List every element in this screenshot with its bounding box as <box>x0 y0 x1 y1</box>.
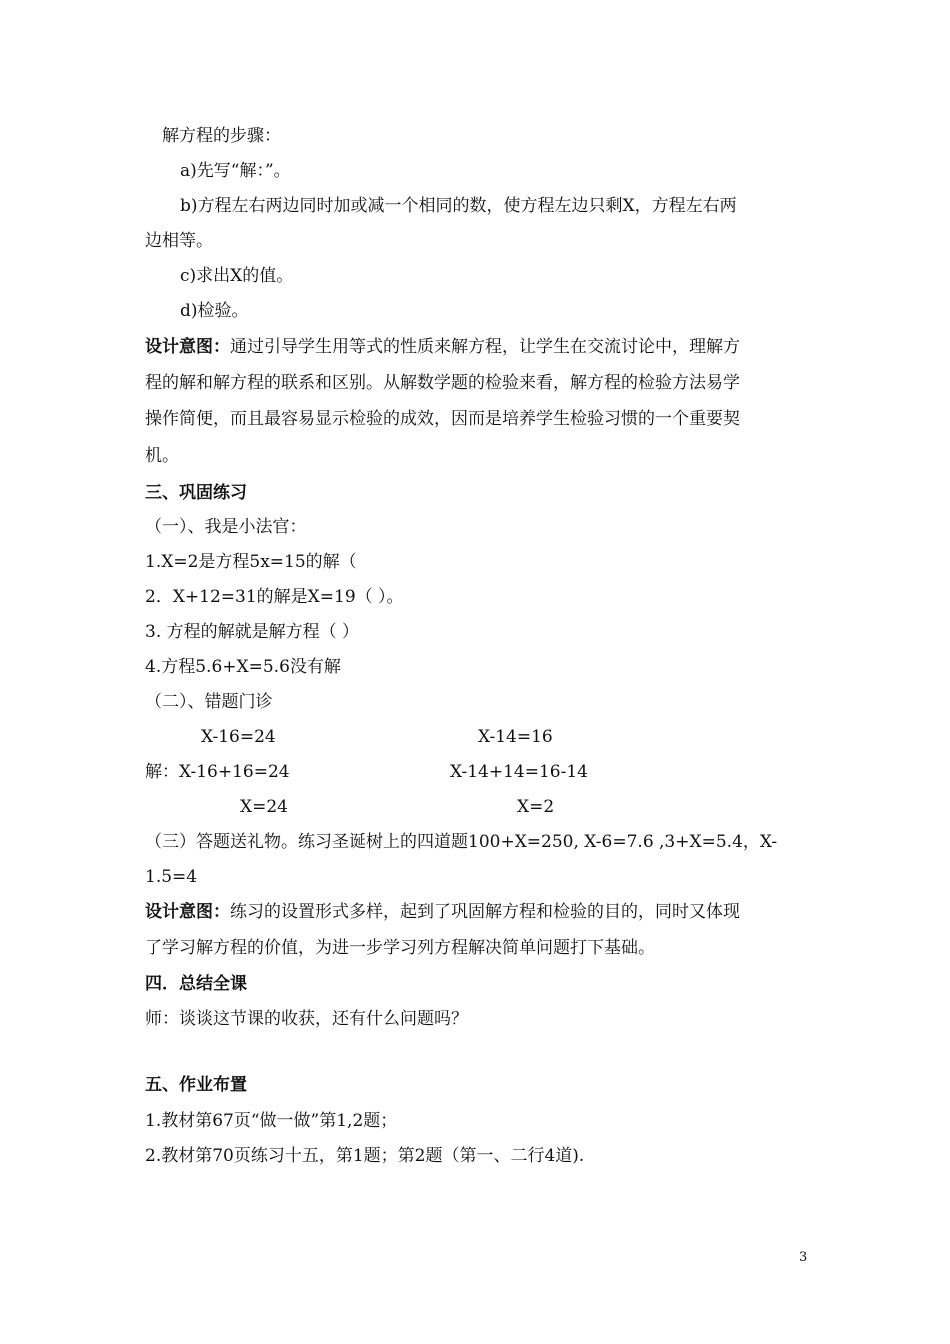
section4-text: 师：谈谈这节课的收获，还有什么问题吗？ <box>145 1009 468 1029</box>
left-equation: X-16=24 <box>201 727 276 747</box>
question-4: 4.方程5.6+X=5.6没有解 <box>145 657 341 677</box>
question-2: 2．X+12=31的解是X=19（ ）。 <box>145 587 404 607</box>
part2-title: （二）、错题门诊 <box>145 692 273 712</box>
question-1: 1.X=2是方程5x=15的解（ <box>145 552 357 572</box>
section5-heading: 五、作业布置 <box>145 1075 247 1095</box>
intent2-text1: 练习的设置形式多样，起到了巩固解方程和检验的目的，同时又体现 <box>230 902 740 922</box>
right-solution-step: X-14+14=16-14 <box>450 762 589 782</box>
intent2-label: 设计意图： <box>145 902 230 922</box>
step-b-line1: b)方程左右两边同时加或减一个相同的数，使方程左边只剩X，方程左右两 <box>180 196 737 216</box>
step-b-line2: 边相等。 <box>145 231 213 251</box>
part3-line1: （三）答题送礼物。练习圣诞树上的四道题100+X=250, X-6=7.6 ,3+X=5.4，X- <box>145 832 778 852</box>
intent1-line1 <box>145 336 740 358</box>
homework-2: 2.教材第70页练习十五，第1题；第2题（第一、二行4道). <box>145 1146 585 1166</box>
homework-1: 1.教材第67页“做一做”第1,2题； <box>145 1111 398 1131</box>
section4-heading: 四．总结全课 <box>145 974 247 994</box>
part1-title: （一）、我是小法官： <box>145 517 307 537</box>
part3-line2: 1.5=4 <box>145 867 198 887</box>
left-solution-step: 解：X-16+16=24 <box>145 762 290 782</box>
right-answer: X=2 <box>517 797 555 817</box>
intent2-line1 <box>145 901 740 923</box>
intent1-text1: 通过引导学生用等式的性质来解方程，让学生在交流讨论中，理解方 <box>230 337 740 357</box>
intent1-line3: 操作简便，而且最容易显示检验的成效，因而是培养学生检验习惯的一个重要契 <box>145 409 740 429</box>
right-equation: X-14=16 <box>478 727 553 747</box>
intent1-line4: 机。 <box>145 446 179 466</box>
step-a: a)先写“解：”。 <box>180 161 291 181</box>
intent1-label: 设计意图： <box>145 337 230 357</box>
intent1-line2: 程的解和解方程的联系和区别。从解数学题的检验来看，解方程的检验方法易学 <box>145 373 740 393</box>
step-d: d)检验。 <box>180 301 249 321</box>
steps-title: 解方程的步骤： <box>162 126 281 146</box>
question-3: 3. 方程的解就是解方程（ ） <box>145 622 360 642</box>
page-number: 3 <box>799 1250 808 1265</box>
step-c: c)求出X的值。 <box>180 266 294 286</box>
left-answer: X=24 <box>240 797 288 817</box>
section3-heading: 三、巩固练习 <box>145 483 247 503</box>
intent2-line2: 了学习解方程的价值，为进一步学习列方程解决简单问题打下基础。 <box>145 938 655 958</box>
